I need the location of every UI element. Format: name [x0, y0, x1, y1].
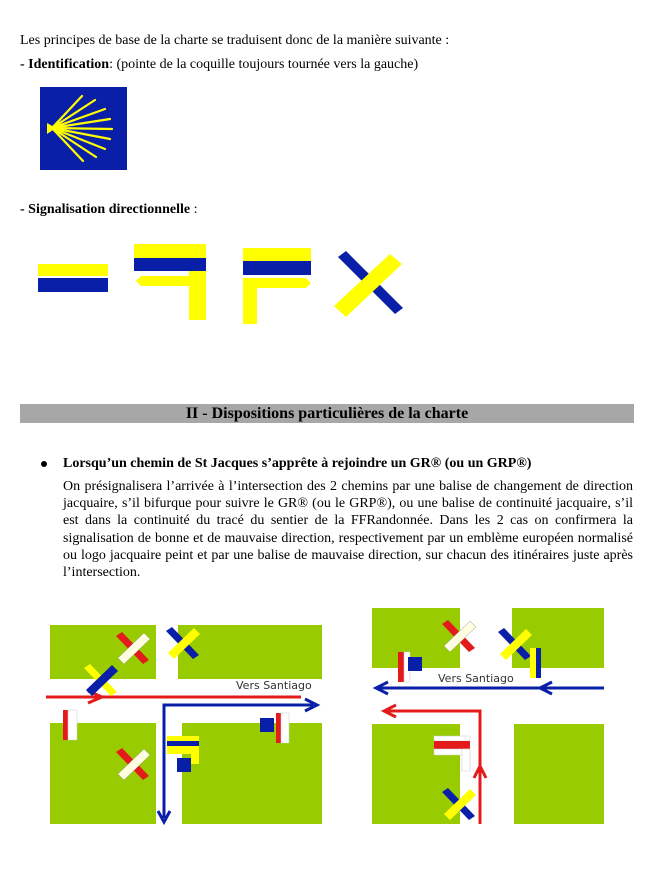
- change-direction-right-marker: [134, 244, 206, 320]
- signalisation-suffix: :: [190, 202, 198, 217]
- left-road-label: Vers Santiago: [236, 679, 312, 692]
- signalisation-line: [20, 201, 197, 219]
- right-road-label: Vers Santiago: [438, 672, 514, 685]
- wrong-direction-marker: [334, 251, 403, 317]
- signalisation-label: - Signalisation directionnelle: [20, 202, 191, 217]
- bullet-dot: [41, 461, 47, 467]
- change-direction-left-marker: [243, 248, 311, 324]
- section-title-bar: II - Dispositions particulières de la charte: [20, 404, 634, 423]
- identification-label: - Identification: [20, 57, 110, 72]
- right-intersection-diagram: [372, 608, 608, 828]
- directional-markers: [38, 244, 406, 324]
- continuity-marker: [38, 264, 108, 292]
- scallop-shell-icon: [40, 87, 127, 170]
- left-intersection-diagram: [46, 618, 326, 828]
- bullet-title: Lorsqu’un chemin de St Jacques s’apprête à rejoindre un GR® (ou un GRP®): [63, 456, 532, 471]
- identification-line: [20, 56, 418, 74]
- bullet-paragraph: On présignalisera l’arrivée à l’intersection des 2 chemins par une balise de changement de direction jacquaire, s’il bifurque pour suivre le GR® (ou le GRP®), ou une balise de continuité jacquaire, s’il est dans la continuité du tracé du sentier de la FFRandonnée. Dans les 2 cas on confirmera la signalisation de bonne et de mauvaise direction, respectivement par un emblème européen normalisé ou logo jacquaire peint et par une balise de mauvaise direction, sur chacun des itinéraires juste après l’intersection.: [63, 479, 633, 581]
- intro-text: Les principes de base de la charte se traduisent donc de la manière suivante :: [20, 33, 450, 48]
- identification-note: : (pointe de la coquille toujours tournée vers la gauche): [109, 57, 419, 72]
